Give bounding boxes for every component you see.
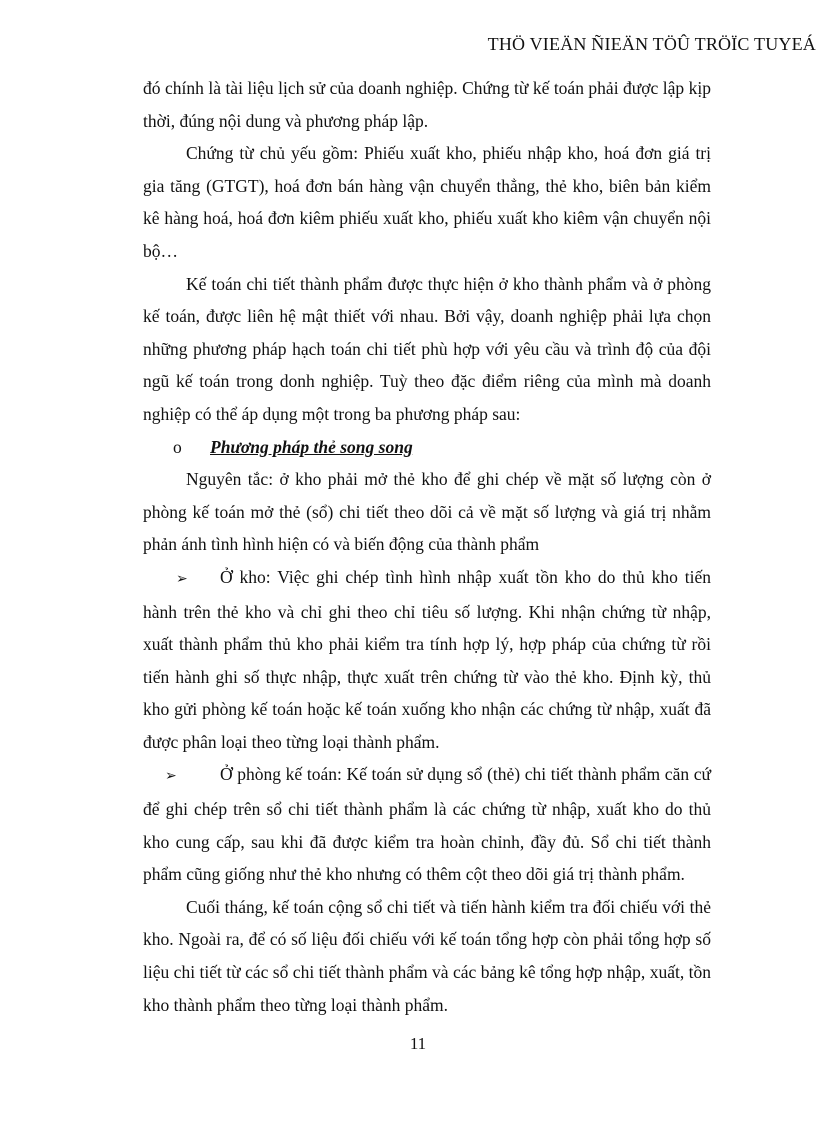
paragraph-month-end: Cuối tháng, kế toán cộng sổ chi tiết và tiến hành kiểm tra đối chiếu với thẻ kho. Ngoài ra, để có số liệu đối chiếu với kế toán tổng hợp còn phải tổng hợp số liệu chi tiết từ các sổ chi tiết thành phẩm và các bảng kê tổng hợp nhập, xuất, tồn kho thành phẩm theo từng loại thành phẩm.: [143, 896, 711, 1015]
list-item-warehouse: [143, 561, 711, 759]
paragraph-documents-list: Chứng từ chủ yếu gồm: Phiếu xuất kho, phiếu nhập kho, hoá đơn giá trị gia tăng (GTGT), hoá đơn bán hàng vận chuyển thẳng, thẻ kho, biên bản kiểm kê hàng hoá, hoá đơn kiêm phiếu xuất kho, phiếu xuất kho kiêm vận chuyển nội bộ…: [143, 143, 711, 261]
page-number: 11: [409, 1034, 427, 1053]
list-item-accounting-dept: [143, 758, 711, 890]
section-heading-line: [143, 431, 711, 464]
paragraph-principle: Nguyên tắc: ở kho phải mở thẻ kho để ghi chép về mặt số lượng còn ở phòng kế toán mở thẻ (sổ) chi tiết theo dõi cả về mặt số lượng và giá trị nhằm phản ánh tình hình hiện có và biến động của thành phẩm: [143, 469, 711, 555]
list-item-warehouse-text: Ở kho: Việc ghi chép tình hình nhập xuất tồn kho do thủ kho tiến hành trên thẻ kho và chỉ ghi theo chỉ tiêu số lượng. Khi nhận chứng từ nhập, xuất thành phẩm thủ kho phải kiểm tra tính hợp lý, hợp pháp của chứng từ rồi tiến hành ghi số thực nhập, thực xuất trên chứng từ vào thẻ kho. Định kỳ, thủ kho gửi phòng kế toán hoặc kế toán xuống kho nhận các chứng từ nhập, xuất đã được phân loại theo từng loại thành phẩm.: [143, 566, 711, 752]
paragraph-detail-accounting: Kế toán chi tiết thành phẩm được thực hiện ở kho thành phẩm và ở phòng kế toán, được liên hệ mật thiết với nhau. Bởi vậy, doanh nghiệp phải lựa chọn những phương pháp hạch toán chi tiết phù hợp với yêu cầu và trình độ của đội ngũ kế toán trong donh nghiệp. Tuỳ theo đặc điểm riêng của mình mà doanh nghiệp có thể áp dụng một trong ba phương pháp sau:: [143, 273, 711, 424]
circle-bullet-icon: o: [173, 436, 182, 457]
arrow-bullet-icon: ➢: [165, 768, 177, 785]
body-text: [143, 72, 711, 1021]
section-heading: Phương pháp thẻ song song: [210, 436, 413, 457]
running-header: THÖ VIEÄN ÑIEÄN TÖÛ TRÖÏC TUYEÁ: [487, 34, 816, 54]
list-item-accounting-dept-text: Ở phòng kế toán: Kế toán sử dụng sổ (thẻ) chi tiết thành phẩm căn cứ để ghi chép trên sổ chi tiết thành phẩm là các chứng từ nhập, xuất kho do thủ kho cung cấp, sau khi đã được kiểm tra hoàn chỉnh, đầy đủ. Sổ chi tiết thành phẩm cũng giống như thẻ kho nhưng có thêm cột theo dõi giá trị thành phẩm.: [143, 764, 711, 885]
paragraph-continuation: đó chính là tài liệu lịch sử của doanh nghiệp. Chứng từ kế toán phải được lập kịp thời, đúng nội dung và phương pháp lập.: [143, 78, 711, 131]
arrow-bullet-icon: ➢: [176, 570, 188, 587]
